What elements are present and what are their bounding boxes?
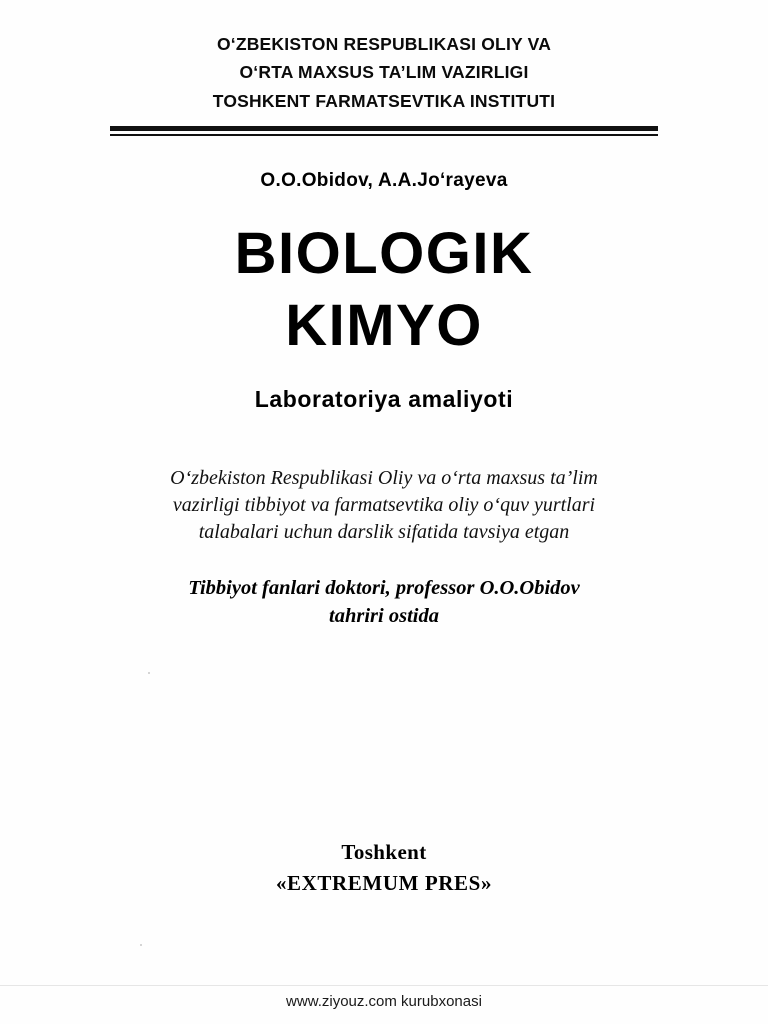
publisher-name: «EXTREMUM PRES»	[275, 871, 493, 896]
ministry-line-2: O‘RTA MAXSUS TA’LIM VAZIRLIGI	[239, 62, 529, 83]
ministry-header	[60, 30, 708, 115]
editor-line-1: Tibbiyot fanlari doktori, professor O.O.Obidov	[188, 576, 580, 599]
page-speck	[140, 944, 142, 946]
editor-line-2: tahriri ostida	[329, 605, 439, 628]
approval-line-3: talabalari uchun darslik sifatida tavsiya etgan	[198, 520, 570, 543]
page-speck	[148, 672, 150, 674]
editor-note	[60, 574, 708, 631]
approval-note	[60, 465, 708, 546]
divider-thin-rule	[110, 134, 658, 136]
footer-source: www.ziyouz.com kurubxonasi	[286, 993, 482, 1010]
book-subtitle: Laboratoriya amaliyoti	[254, 385, 514, 412]
approval-line-1: O‘zbekiston Respublikasi Oliy va o‘rta maxsus ta’lim	[170, 466, 598, 489]
header-divider	[110, 126, 658, 136]
approval-line-2: vazirligi tibbiyot va farmatsevtika oliy o‘quv yurtlari	[172, 493, 596, 516]
book-title-line-2: KIMYO	[285, 292, 483, 358]
publisher-city: Toshkent	[341, 840, 427, 864]
institute-name: TOSHKENT FARMATSEVTIKA INSTITUTI	[212, 90, 556, 111]
book-title-line-1: BIOLOGIK	[234, 221, 534, 287]
ministry-line-1: O‘ZBEKISTON RESPUBLIKASI OLIY VA	[216, 34, 552, 54]
publisher-block	[0, 838, 768, 899]
footer-divider	[0, 985, 768, 986]
authors: O.O.Obidov, A.A.Jo‘rayeva	[260, 170, 508, 192]
